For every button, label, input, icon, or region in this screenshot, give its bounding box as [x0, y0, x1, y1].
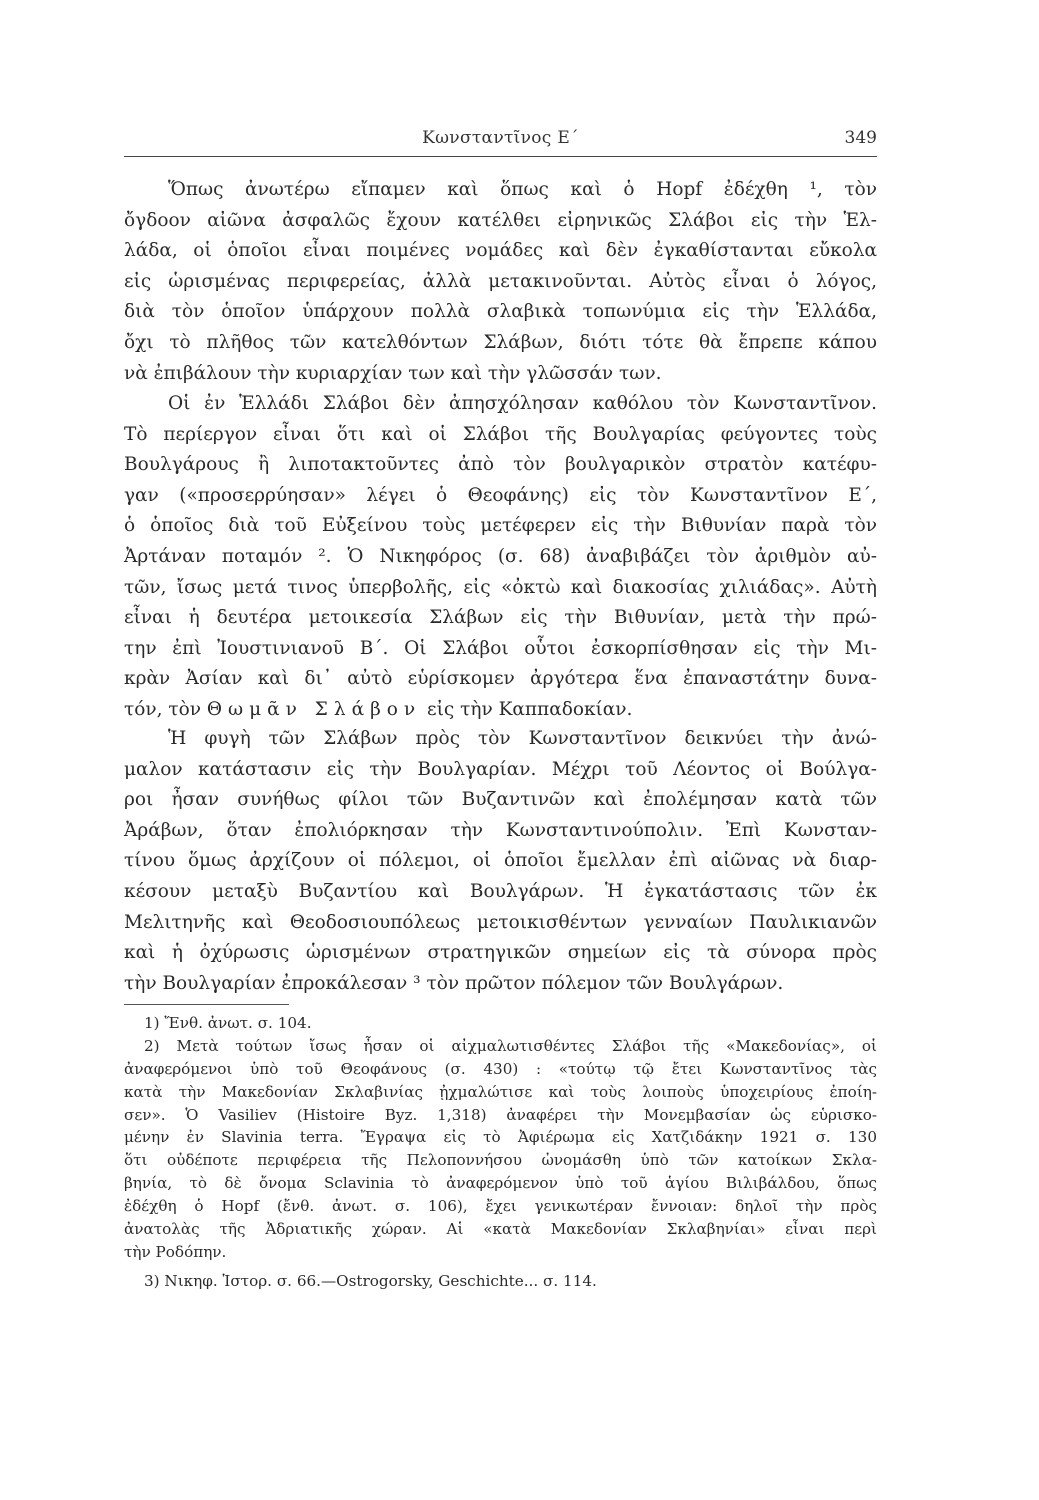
text-fragment: τόν, τὸν: [124, 698, 207, 720]
spaced-name: Θωμᾶν Σλάβον: [206, 698, 422, 720]
paragraph-2: [124, 389, 877, 726]
text-line: κέσουν μεταξὺ Βυζαντίου καὶ Βουλγάρων. Ἡ ἐγκατάστασις τῶν ἐκ: [124, 880, 877, 902]
text-fragment: εἰς τὴν Καππαδοκίαν.: [421, 698, 633, 720]
footnote-2: [124, 1035, 877, 1264]
text-line: ὄχι τὸ πλῆθος τῶν κατελθόντων Σλάβων, διότι τότε θὰ ἔπρεπε κάπου: [124, 331, 877, 353]
text-line: γαν («προσερρύησαν» λέγει ὁ Θεοφάνης) εἰς τὸν Κωνσταντῖνον Ε΄,: [124, 484, 877, 506]
text-line: Ὅπως ἀνωτέρω εἴπαμεν καὶ ὅπως καὶ ὁ Hopf ἐδέχθη ¹, τὸν: [168, 179, 877, 200]
text-line: Ἀρτάναν ποταμόν ². Ὁ Νικηφόρος (σ. 68) ἀναβιβάζει τὸν ἀριθμὸν αὐ-: [124, 545, 877, 567]
text-line: [124, 695, 877, 726]
text-line: Ἡ φυγὴ τῶν Σλάβων πρὸς τὸν Κωνσταντῖνον δεικνύει τὴν ἀνώ-: [168, 728, 877, 749]
paragraph-1: [124, 175, 877, 389]
footnote-1: 1) Ἔνθ. ἀνωτ. σ. 104.: [144, 1014, 312, 1032]
text-line: εἰς ὡρισμένας περιφερείας, ἀλλὰ μετακινοῦνται. Αὐτὸς εἶναι ὁ λόγος,: [124, 270, 877, 292]
footnote-line: βηνία, τὸ δὲ ὄνομα Sclavinia τὸ ἀναφερόμενον ὑπὸ τοῦ ἁγίου Βιλιβάλδου, ὅπως: [124, 1174, 877, 1193]
footnote-line: 2) Μετὰ τούτων ἴσως ἦσαν οἱ αἰχμαλωτισθέντες Σλάβοι τῆς «Μακεδονίας», οἱ: [144, 1036, 877, 1055]
text-line: Ἀράβων, ὅταν ἐπολιόρκησαν τὴν Κωνσταντινούπολιν. Ἐπὶ Κωνσταν-: [124, 819, 877, 841]
text-line: ροι ἦσαν συνήθως φίλοι τῶν Βυζαντινῶν καὶ ἐπολέμησαν κατὰ τῶν: [124, 789, 877, 811]
footnotes: [124, 1012, 877, 1293]
footnote-line: μένην ἐν Slavinia terra. Ἔγραψα εἰς τὸ Ἀφιέρωμα εἰς Χατζιδάκην 1921 σ. 130: [124, 1128, 877, 1147]
footnote-line: ἀναφερόμενοι ὑπὸ τοῦ Θεοφάνους (σ. 430) : «τούτῳ τῷ ἔτει Κωνσταντῖνος τὰς: [124, 1059, 877, 1078]
footnote-line: ὅτι οὐδέποτε περιφέρεια τῆς Πελοποννήσου ὠνομάσθη ὑπὸ τῶν κατοίκων Σκλα-: [124, 1151, 877, 1170]
page-number: 349: [844, 128, 877, 148]
footnote-line: ἐδέχθη ὁ Hopf (ἔνθ. ἀνωτ. σ. 106), ἔχει γενικωτέραν ἔννοιαν: δηλοῖ τὴν πρὸς: [124, 1197, 877, 1216]
text-line: την ἐπὶ Ἰουστινιανοῦ Β΄. Οἱ Σλάβοι οὗτοι ἐσκορπίσθησαν εἰς τὴν Μι-: [124, 637, 877, 659]
text-line: Βουλγάρους ἢ λιποτακτοῦντες ἀπὸ τὸν βουλγαρικὸν στρατὸν κατέφυ-: [124, 454, 877, 476]
text-line: λάδα, οἱ ὁποῖοι εἶναι ποιμένες νομάδες καὶ δὲν ἐγκαθίστανται εὔκολα: [124, 240, 877, 262]
footnote-line: σεν». Ὁ Vasiliev (Histoire Byz. 1,318) ἀναφέρει τὴν Μονεμβασίαν ὡς εὑρισκο-: [124, 1105, 877, 1124]
text-line: τὴν Βουλγαρίαν ἐπροκάλεσαν ³ τὸν πρῶτον πόλεμον τῶν Βουλγάρων.: [124, 972, 784, 994]
text-line: νὰ ἐπιβάλουν τὴν κυριαρχίαν των καὶ τὴν γλῶσσάν των.: [124, 362, 662, 384]
text-line: ὄγδοον αἰῶνα ἀσφαλῶς ἔχουν κατέλθει εἰρηνικῶς Σλάβοι εἰς τὴν Ἑλ-: [124, 209, 877, 231]
paragraph-3: [124, 724, 877, 999]
text-line: Μελιτηνῆς καὶ Θεοδοσιουπόλεως μετοικισθέντων γενναίων Παυλικιανῶν: [124, 911, 877, 933]
footnote-line: ἀνατολὰς τῆς Ἀδριατικῆς χώραν. Αἱ «κατὰ Μακεδονίαν Σκλαβηνίαι» εἶναι περὶ: [124, 1220, 877, 1239]
text-line: Τὸ περίεργον εἶναι ὅτι καὶ οἱ Σλάβοι τῆς Βουλγαρίας φεύγοντες τοὺς: [124, 423, 877, 445]
text-line: εἶναι ἡ δευτέρα μετοικεσία Σλάβων εἰς τὴν Βιθυνίαν, μετὰ τὴν πρώ-: [124, 607, 877, 629]
text-line: Οἱ ἐν Ἑλλάδι Σλάβοι δὲν ἀπησχόλησαν καθόλου τὸν Κωνσταντῖνον.: [168, 393, 877, 414]
text-line: καὶ ἡ ὀχύρωσις ὡρισμένων στρατηγικῶν σημείων εἰς τὰ σύνορα πρὸς: [124, 942, 877, 964]
text-line: μαλον κατάστασιν εἰς τὴν Βουλγαρίαν. Μέχρι τοῦ Λέοντος οἱ Βούλγα-: [124, 758, 877, 780]
text-line: ὁ ὁποῖος διὰ τοῦ Εὐξείνου τοὺς μετέφερεν εἰς τὴν Βιθυνίαν παρὰ τὸν: [124, 515, 877, 537]
footnote-line: κατὰ τὴν Μακεδονίαν Σκλαβινίας ᾐχμαλώτισε καὶ τοὺς λοιποὺς ὑποχειρίους ἐποίη-: [124, 1082, 877, 1101]
text-line: τῶν, ἴσως μετά τινος ὑπερβολῆς, εἰς «ὀκτὼ καὶ διακοσίας χιλιάδας». Αὐτὴ: [124, 576, 877, 598]
running-title: Κωνσταντῖνος Ε΄: [422, 128, 579, 148]
text-line: διὰ τὸν ὁποῖον ὑπάρχουν πολλὰ σλαβικὰ τοπωνύμια εἰς τὴν Ἑλλάδα,: [124, 301, 877, 323]
footnote-line: τὴν Ροδόπην.: [124, 1242, 227, 1261]
text-line: τίνου ὅμως ἀρχίζουν οἱ πόλεμοι, οἱ ὁποῖοι ἔμελλαν ἐπὶ αἰῶνας νὰ διαρ-: [124, 850, 877, 872]
footnote-rule: [124, 1004, 289, 1005]
text-line: κρὰν Ἀσίαν καὶ δι᾽ αὐτὸ εὑρίσκομεν ἀργότερα ἕνα ἐπαναστάτην δυνα-: [124, 668, 877, 690]
running-header: [124, 128, 877, 154]
header-rule: [124, 156, 877, 157]
footnote-3: 3) Νικηφ. Ἱστορ. σ. 66.—Ostrogorsky, Geschichte... σ. 114.: [144, 1271, 597, 1290]
